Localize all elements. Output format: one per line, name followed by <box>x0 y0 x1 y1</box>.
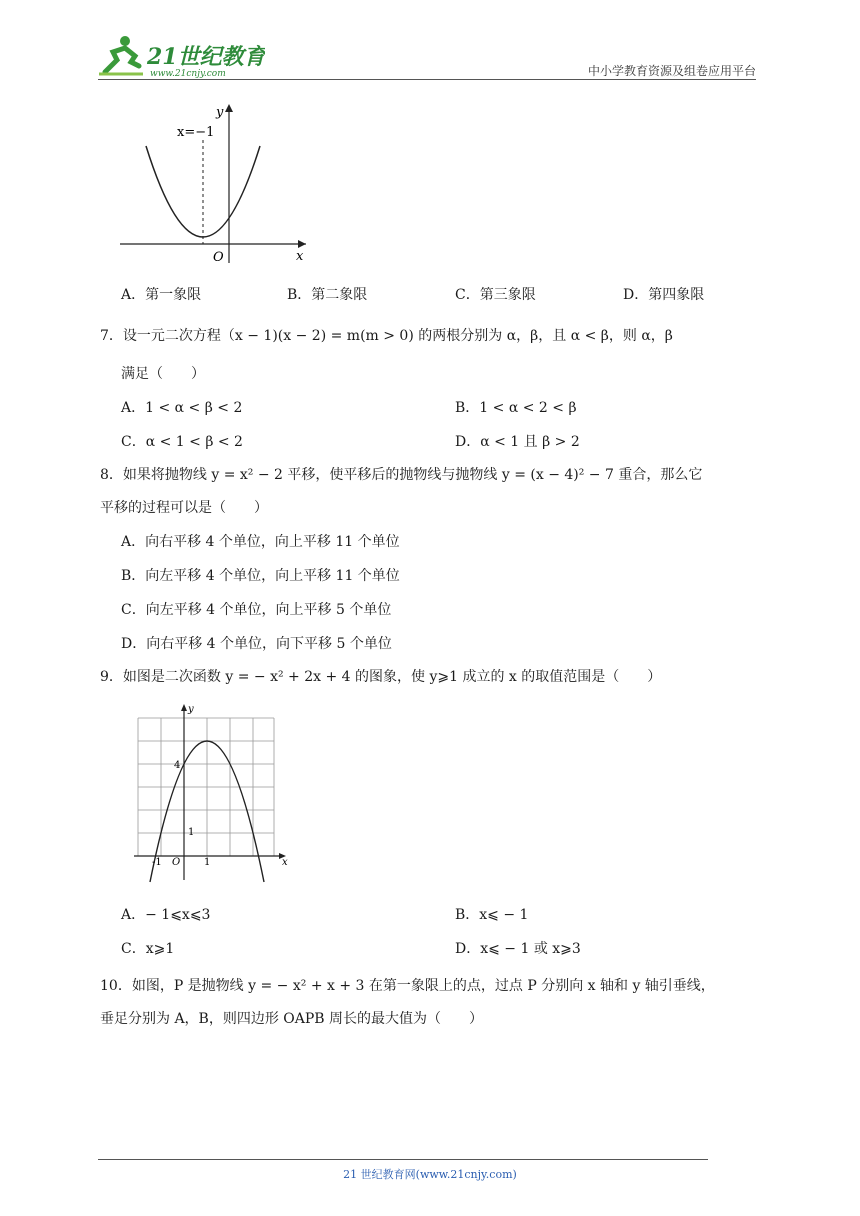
logo-url: www.21cnjy.com <box>150 69 226 79</box>
logo-text: 21世纪教育 <box>147 44 265 70</box>
q6-option-d: D．第四象限 <box>623 287 705 303</box>
footer-link[interactable]: 21 世纪教育网(www.21cnjy.com) <box>343 1168 517 1181</box>
q6-option-c: C．第三象限 <box>455 287 536 303</box>
x-axis-label: x <box>296 249 304 264</box>
q7-stem-line1: 7．设一元二次方程（x − 1)(x − 2) = m(m > 0) 的两根分别为 α，β，且 α < β，则 α，β <box>100 328 673 344</box>
parabola-graph-q6 <box>110 98 310 268</box>
q8-stem-line2: 平移的过程可以是（ ） <box>100 500 268 516</box>
y-axis-label: y <box>216 105 224 120</box>
x-axis-arrow-icon <box>298 240 306 248</box>
x-tick-minus1: -1 <box>152 857 162 868</box>
q9-stem: 9．如图是二次函数 y = − x² + 2x + 4 的图象，使 y⩾1 成立的 x 的取值范围是（ ） <box>100 669 662 685</box>
q7-stem-line2: 满足（ ） <box>121 366 205 382</box>
y-tick-4: 4 <box>174 760 181 771</box>
q9-option-d: D．x⩽ − 1 或 x⩾3 <box>455 941 581 957</box>
q8-option-c: C．向左平移 4 个单位，向上平移 5 个单位 <box>121 602 392 618</box>
x-tick-1: 1 <box>204 857 211 868</box>
x-axis-label: x <box>282 857 288 868</box>
q6-option-a: A．第一象限 <box>121 287 202 303</box>
q8-stem-line1: 8．如果将抛物线 y = x² − 2 平移，使平移后的抛物线与抛物线 y = (x − 4)² − 7 重合，那么它 <box>100 467 703 483</box>
q7-option-b: B．1 < α < 2 < β <box>455 400 577 416</box>
origin-label: O <box>172 857 181 868</box>
q9-option-b: B．x⩽ − 1 <box>455 907 529 923</box>
q8-option-a: A．向右平移 4 个单位，向上平移 11 个单位 <box>121 534 400 550</box>
q8-option-d: D．向右平移 4 个单位，向下平移 5 个单位 <box>121 636 392 652</box>
y-axis-arrow-icon <box>181 704 187 711</box>
platform-name: 中小学教育资源及组卷应用平台 <box>587 64 756 78</box>
y-axis-label: y <box>188 704 194 715</box>
q9-option-c: C．x⩾1 <box>121 941 175 957</box>
header-divider <box>98 79 756 80</box>
q6-option-b: B．第二象限 <box>287 287 368 303</box>
parabola-grid-graph-q9 <box>134 700 294 886</box>
footer-divider <box>98 1159 708 1160</box>
site-logo <box>95 32 265 80</box>
origin-label: O <box>213 250 224 265</box>
q9-option-a: A．− 1⩽x⩽3 <box>121 907 211 923</box>
q8-option-b: B．向左平移 4 个单位，向上平移 11 个单位 <box>121 568 400 584</box>
y-tick-1: 1 <box>188 827 195 838</box>
q10-stem-line2: 垂足分别为 A，B，则四边形 OAPB 周长的最大值为（ ） <box>100 1011 484 1027</box>
q7-option-d: D．α < 1 且 β > 2 <box>455 434 580 450</box>
q10-stem-line1: 10．如图，P 是抛物线 y = − x² + x + 3 在第一象限上的点，过点 P 分别向 x 轴和 y 轴引垂线， <box>100 978 715 994</box>
y-axis-arrow-icon <box>225 104 233 112</box>
symmetry-line-label: x=−1 <box>177 125 215 140</box>
q7-option-a: A．1 < α < β < 2 <box>121 400 243 416</box>
q7-option-c: C．α < 1 < β < 2 <box>121 434 243 450</box>
logo-runner-icon <box>95 32 265 80</box>
